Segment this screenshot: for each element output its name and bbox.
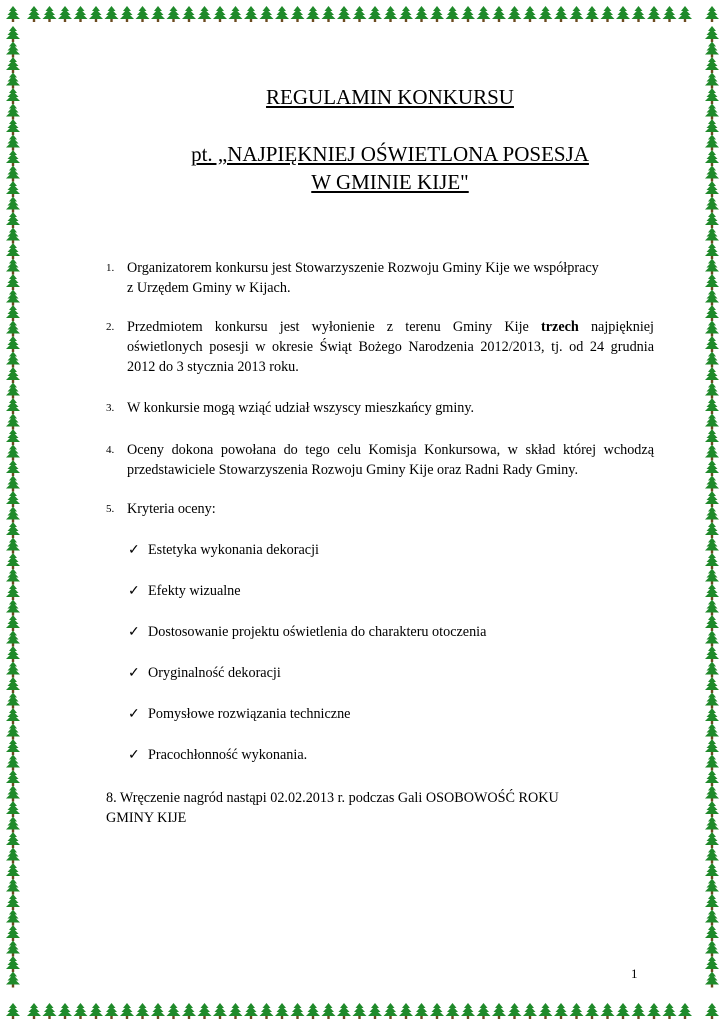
- christmas-tree-icon: [6, 693, 20, 709]
- christmas-tree-icon: [6, 57, 20, 73]
- christmas-tree-icon: [705, 662, 719, 678]
- christmas-tree-icon: [6, 197, 20, 213]
- christmas-tree-icon: [353, 6, 367, 22]
- christmas-tree-icon: [705, 26, 719, 42]
- christmas-tree-icon: [105, 1003, 119, 1019]
- christmas-tree-icon: [705, 631, 719, 647]
- christmas-tree-icon: [492, 6, 506, 22]
- christmas-tree-icon: [705, 507, 719, 523]
- christmas-tree-icon: [6, 26, 20, 42]
- christmas-tree-icon: [705, 693, 719, 709]
- list-item-number: 2.: [106, 321, 115, 333]
- christmas-tree-icon: [705, 832, 719, 848]
- list-item: [106, 440, 654, 480]
- christmas-tree-icon: [554, 1003, 568, 1019]
- list-item: [106, 258, 654, 298]
- page-number: 1: [631, 966, 638, 981]
- christmas-tree-icon: [6, 600, 20, 616]
- christmas-tree-icon: [6, 119, 20, 135]
- christmas-tree-icon: [705, 42, 719, 58]
- christmas-tree-icon: [6, 615, 20, 631]
- christmas-tree-icon: [167, 1003, 181, 1019]
- christmas-tree-icon: [6, 538, 20, 554]
- document-subtitle-line-1: pt. „NAJPIĘKNIEJ OŚWIETLONA POSESJA: [191, 142, 589, 166]
- criteria-item: [128, 622, 486, 642]
- christmas-tree-icon: [705, 956, 719, 972]
- christmas-tree-icon: [705, 445, 719, 461]
- christmas-tree-icon: [27, 1003, 41, 1019]
- christmas-tree-icon: [477, 1003, 491, 1019]
- christmas-tree-icon: [399, 1003, 413, 1019]
- christmas-tree-icon: [213, 1003, 227, 1019]
- christmas-tree-icon: [6, 755, 20, 771]
- christmas-tree-icon: [6, 243, 20, 259]
- christmas-tree-icon: [6, 42, 20, 58]
- christmas-tree-icon: [368, 1003, 382, 1019]
- christmas-tree-icon: [705, 259, 719, 275]
- christmas-tree-icon: [6, 677, 20, 693]
- christmas-tree-icon: [647, 1003, 661, 1019]
- christmas-tree-icon: [601, 6, 615, 22]
- christmas-tree-icon: [6, 817, 20, 833]
- criteria-item: [128, 663, 281, 683]
- list-item-number: 4.: [106, 444, 115, 456]
- criteria-item: [128, 540, 319, 560]
- christmas-tree-icon: [322, 1003, 336, 1019]
- christmas-tree-icon: [6, 569, 20, 585]
- christmas-tree-icon: [6, 383, 20, 399]
- christmas-tree-icon: [570, 1003, 584, 1019]
- christmas-tree-icon: [705, 197, 719, 213]
- border-top: [0, 0, 725, 26]
- christmas-tree-icon: [260, 6, 274, 22]
- christmas-tree-icon: [6, 832, 20, 848]
- check-mark-icon: ✓: [128, 747, 140, 763]
- christmas-tree-icon: [6, 925, 20, 941]
- christmas-tree-icon: [430, 1003, 444, 1019]
- christmas-tree-icon: [6, 352, 20, 368]
- christmas-tree-icon: [136, 6, 150, 22]
- criteria-item: [128, 581, 241, 601]
- christmas-tree-icon: [6, 491, 20, 507]
- christmas-tree-icon: [647, 6, 661, 22]
- christmas-tree-icon: [322, 6, 336, 22]
- christmas-tree-icon: [6, 863, 20, 879]
- list-item-number: 5.: [106, 503, 115, 515]
- christmas-tree-icon: [705, 290, 719, 306]
- list-item: [106, 499, 654, 519]
- christmas-tree-icon: [291, 1003, 305, 1019]
- document-title: REGULAMIN KONKURSU: [266, 85, 514, 109]
- list-item-text: Przedmiotem konkursu jest wyłonienie z terenu Gminy Kije trzech najpiękniej oświetlonych posesji w okresie Świąt Bożego Narodzenia 2012/2013, tj. od 24 grudnia 2012 do 3 stycznia 2013 roku.: [127, 319, 654, 375]
- christmas-tree-icon: [616, 1003, 630, 1019]
- christmas-tree-icon: [6, 631, 20, 647]
- christmas-tree-icon: [291, 6, 305, 22]
- christmas-tree-icon: [6, 429, 20, 445]
- christmas-tree-icon: [705, 429, 719, 445]
- christmas-tree-icon: [151, 1003, 165, 1019]
- list-item-number: 3.: [106, 402, 115, 414]
- christmas-tree-icon: [198, 1003, 212, 1019]
- christmas-tree-icon: [705, 677, 719, 693]
- christmas-tree-icon: [705, 584, 719, 600]
- christmas-tree-icon: [705, 460, 719, 476]
- christmas-tree-icon: [6, 212, 20, 228]
- christmas-tree-icon: [6, 414, 20, 430]
- christmas-tree-icon: [89, 6, 103, 22]
- christmas-tree-icon: [275, 1003, 289, 1019]
- christmas-tree-icon: [6, 507, 20, 523]
- christmas-tree-icon: [89, 1003, 103, 1019]
- christmas-tree-icon: [705, 57, 719, 73]
- christmas-tree-icon: [229, 1003, 243, 1019]
- list-item: [106, 398, 654, 418]
- christmas-tree-icon: [6, 972, 20, 988]
- criteria-item: [128, 745, 307, 765]
- christmas-tree-icon: [151, 6, 165, 22]
- christmas-tree-icon: [705, 770, 719, 786]
- christmas-tree-icon: [705, 352, 719, 368]
- christmas-tree-icon: [705, 646, 719, 662]
- christmas-tree-icon: [585, 1003, 599, 1019]
- christmas-tree-icon: [6, 445, 20, 461]
- christmas-tree-icon: [705, 894, 719, 910]
- christmas-tree-icon: [554, 6, 568, 22]
- christmas-tree-icon: [705, 848, 719, 864]
- list-item-text: Oceny dokona powołana do tego celu Komisja Konkursowa, w skład której wchodzą przedstawiciele Stowarzyszenia Rozwoju Gminy Kije oraz Radni Rady Gminy.: [127, 442, 654, 478]
- christmas-tree-icon: [705, 553, 719, 569]
- christmas-tree-icon: [6, 910, 20, 926]
- christmas-tree-icon: [384, 6, 398, 22]
- christmas-tree-icon: [508, 6, 522, 22]
- check-mark-icon: ✓: [128, 583, 140, 599]
- christmas-tree-icon: [705, 522, 719, 538]
- christmas-tree-icon: [182, 1003, 196, 1019]
- criteria-item: [128, 704, 350, 724]
- christmas-tree-icon: [275, 6, 289, 22]
- christmas-tree-icon: [523, 1003, 537, 1019]
- christmas-tree-icon: [384, 1003, 398, 1019]
- christmas-tree-icon: [570, 6, 584, 22]
- criteria-item-text: Pracochłonność wykonania.: [148, 747, 308, 763]
- christmas-tree-icon: [705, 367, 719, 383]
- christmas-tree-icon: [705, 708, 719, 724]
- christmas-tree-icon: [337, 1003, 351, 1019]
- christmas-tree-icon: [705, 786, 719, 802]
- christmas-tree-icon: [6, 708, 20, 724]
- christmas-tree-icon: [6, 460, 20, 476]
- christmas-tree-icon: [6, 739, 20, 755]
- christmas-tree-icon: [6, 336, 20, 352]
- christmas-tree-icon: [461, 6, 475, 22]
- christmas-tree-icon: [678, 6, 692, 22]
- christmas-tree-icon: [182, 6, 196, 22]
- christmas-tree-icon: [74, 1003, 88, 1019]
- list-item-text: W konkursie mogą wziąć udział wszyscy mieszkańcy gminy.: [127, 400, 475, 416]
- christmas-tree-icon: [705, 383, 719, 399]
- christmas-tree-icon: [6, 476, 20, 492]
- christmas-tree-icon: [6, 786, 20, 802]
- christmas-tree-icon: [705, 863, 719, 879]
- final-paragraph: 8. Wręczenie nagród nastąpi 02.02.2013 r. podczas Gali OSOBOWOŚĆ ROKU GMINY KIJE: [106, 790, 559, 826]
- christmas-tree-icon: [446, 6, 460, 22]
- christmas-tree-icon: [6, 770, 20, 786]
- christmas-tree-icon: [705, 274, 719, 290]
- christmas-tree-icon: [705, 476, 719, 492]
- christmas-tree-icon: [6, 724, 20, 740]
- christmas-tree-icon: [353, 1003, 367, 1019]
- christmas-tree-icon: [705, 414, 719, 430]
- check-mark-icon: ✓: [128, 542, 140, 558]
- christmas-tree-icon: [461, 1003, 475, 1019]
- christmas-tree-icon-row-top: [0, 0, 725, 26]
- christmas-tree-icon: [6, 305, 20, 321]
- christmas-tree-icon: [229, 6, 243, 22]
- christmas-tree-icon: [523, 6, 537, 22]
- christmas-tree-icon: [6, 321, 20, 337]
- christmas-tree-icon: [705, 600, 719, 616]
- christmas-tree-icon: [705, 491, 719, 507]
- christmas-tree-icon: [508, 1003, 522, 1019]
- christmas-tree-icon: [705, 615, 719, 631]
- christmas-tree-icon: [6, 941, 20, 957]
- christmas-tree-icon: [6, 274, 20, 290]
- christmas-tree-icon: [6, 646, 20, 662]
- christmas-tree-icon: [6, 367, 20, 383]
- christmas-tree-icon: [167, 6, 181, 22]
- christmas-tree-icon: [705, 212, 719, 228]
- christmas-tree-icon: [705, 972, 719, 988]
- christmas-tree-icon-row-bottom: [0, 998, 725, 1024]
- christmas-tree-icon: [120, 6, 134, 22]
- christmas-tree-icon: [705, 724, 719, 740]
- christmas-tree-icon: [198, 6, 212, 22]
- christmas-tree-icon: [705, 801, 719, 817]
- christmas-tree-icon: [27, 6, 41, 22]
- christmas-tree-icon: [477, 6, 491, 22]
- christmas-tree-icon: [415, 1003, 429, 1019]
- christmas-tree-icon: [260, 1003, 274, 1019]
- christmas-tree-icon: [430, 6, 444, 22]
- christmas-tree-icon: [663, 6, 677, 22]
- christmas-tree-icon: [244, 6, 258, 22]
- document-subtitle-line-2: W GMINIE KIJE": [311, 170, 469, 194]
- christmas-tree-icon: [6, 662, 20, 678]
- christmas-tree-icon: [74, 6, 88, 22]
- christmas-tree-icon: [244, 1003, 258, 1019]
- christmas-tree-icon: [6, 956, 20, 972]
- christmas-tree-icon: [415, 6, 429, 22]
- christmas-tree-icon: [585, 6, 599, 22]
- christmas-tree-icon: [58, 1003, 72, 1019]
- list-item-text: Organizatorem konkursu jest Stowarzyszenie Rozwoju Gminy Kije we współpracy z Urzędem Gminy w Kijach.: [127, 260, 599, 296]
- christmas-tree-icon: [446, 1003, 460, 1019]
- check-mark-icon: ✓: [128, 665, 140, 681]
- christmas-tree-icon: [6, 228, 20, 244]
- christmas-tree-icon: [105, 6, 119, 22]
- christmas-tree-icon: [43, 6, 57, 22]
- list-item-text: Kryteria oceny:: [127, 501, 216, 517]
- christmas-tree-icon: [539, 1003, 553, 1019]
- christmas-tree-icon: [705, 739, 719, 755]
- emphasis-text: trzech: [541, 319, 579, 335]
- border-bottom: [0, 998, 725, 1024]
- criteria-item-text: Oryginalność dekoracji: [148, 665, 281, 681]
- christmas-tree-icon: [601, 1003, 615, 1019]
- christmas-tree-icon: [705, 398, 719, 414]
- christmas-tree-icon: [705, 305, 719, 321]
- christmas-tree-icon: [705, 228, 719, 244]
- christmas-tree-icon: [136, 1003, 150, 1019]
- christmas-tree-icon: [6, 290, 20, 306]
- christmas-tree-icon: [43, 1003, 57, 1019]
- christmas-tree-icon: [368, 6, 382, 22]
- christmas-tree-icon: [399, 6, 413, 22]
- christmas-tree-icon: [6, 584, 20, 600]
- christmas-tree-icon: [705, 879, 719, 895]
- christmas-tree-icon: [616, 6, 630, 22]
- christmas-tree-icon: [705, 569, 719, 585]
- christmas-tree-icon: [120, 1003, 134, 1019]
- christmas-tree-icon: [6, 848, 20, 864]
- christmas-tree-icon: [6, 553, 20, 569]
- christmas-tree-icon: [705, 321, 719, 337]
- christmas-tree-icon: [6, 801, 20, 817]
- criteria-item-text: Efekty wizualne: [148, 583, 241, 599]
- christmas-tree-icon: [337, 6, 351, 22]
- list-item: [106, 317, 654, 377]
- christmas-tree-icon: [6, 398, 20, 414]
- christmas-tree-icon: [306, 6, 320, 22]
- christmas-tree-icon: [678, 1003, 692, 1019]
- christmas-tree-icon: [705, 910, 719, 926]
- christmas-tree-icon: [492, 1003, 506, 1019]
- criteria-item-text: Estetyka wykonania dekoracji: [148, 542, 319, 558]
- christmas-tree-icon: [306, 1003, 320, 1019]
- christmas-tree-icon: [663, 1003, 677, 1019]
- criteria-item-text: Dostosowanie projektu oświetlenia do charakteru otoczenia: [148, 624, 487, 640]
- christmas-tree-icon: [213, 6, 227, 22]
- christmas-tree-icon: [705, 941, 719, 957]
- criteria-item-text: Pomysłowe rozwiązania techniczne: [148, 706, 351, 722]
- christmas-tree-icon: [705, 755, 719, 771]
- christmas-tree-icon: [6, 894, 20, 910]
- list-item-number: 1.: [106, 262, 115, 274]
- christmas-tree-icon: [539, 6, 553, 22]
- check-mark-icon: ✓: [128, 624, 140, 640]
- christmas-tree-icon: [6, 522, 20, 538]
- christmas-tree-icon: [58, 6, 72, 22]
- christmas-tree-icon: [6, 259, 20, 275]
- check-mark-icon: ✓: [128, 706, 140, 722]
- christmas-tree-icon: [6, 879, 20, 895]
- christmas-tree-icon: [632, 1003, 646, 1019]
- christmas-tree-icon: [705, 243, 719, 259]
- christmas-tree-icon: [705, 817, 719, 833]
- christmas-tree-icon: [632, 6, 646, 22]
- christmas-tree-icon: [705, 538, 719, 554]
- christmas-tree-icon: [705, 925, 719, 941]
- christmas-tree-icon: [705, 119, 719, 135]
- christmas-tree-icon: [705, 336, 719, 352]
